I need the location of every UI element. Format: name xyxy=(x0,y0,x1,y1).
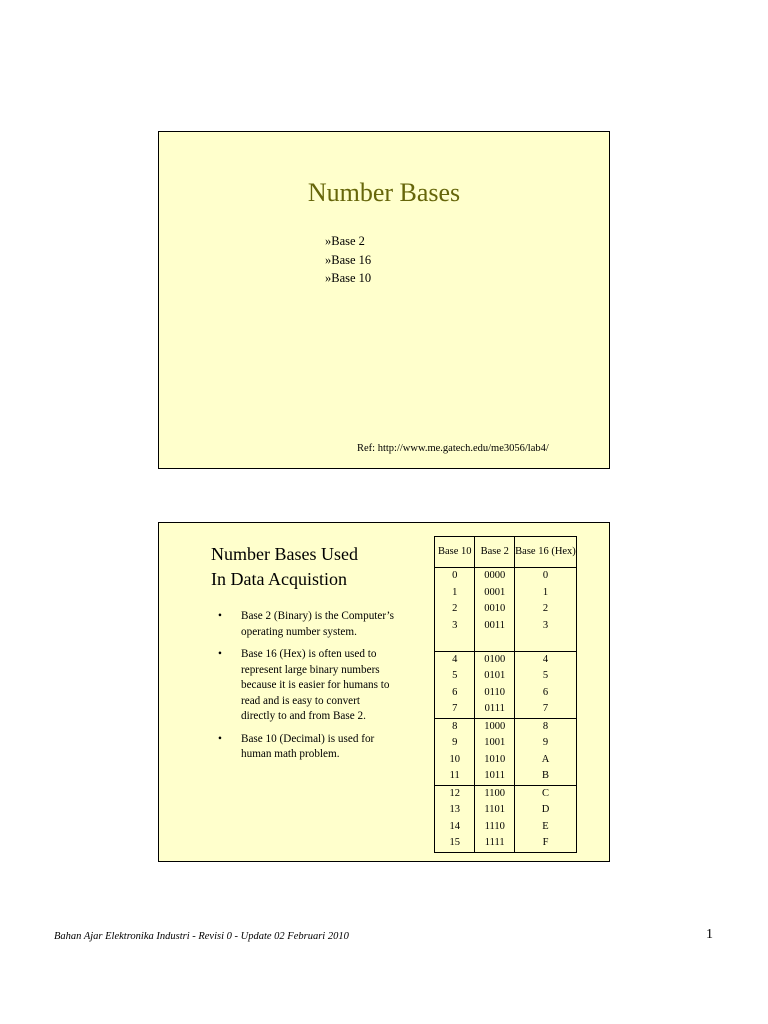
table-cell: 10 xyxy=(435,752,475,769)
column-header: Base 16 (Hex) xyxy=(514,537,576,568)
table-cell: 0111 xyxy=(475,701,515,718)
table-row xyxy=(435,718,577,735)
table-row xyxy=(435,802,577,819)
table-cell: B xyxy=(514,768,576,785)
slide-title-line: In Data Acquistion xyxy=(211,569,347,589)
bullet-dot-icon: • xyxy=(218,648,222,660)
table-cell: 1 xyxy=(514,585,576,602)
table-cell: 5 xyxy=(514,668,576,685)
table-cell: 1100 xyxy=(475,785,515,802)
slide-title xyxy=(211,542,411,592)
table-row xyxy=(435,785,577,802)
slide-number-bases-used xyxy=(158,522,610,862)
bullet-text: Base 16 (Hex) is often used to represent large binary numbers because it is easier for humans to read and is easy to convert directly to and from Base 2. xyxy=(241,648,390,722)
bullet-dot-icon: • xyxy=(218,610,222,622)
table-cell: 0 xyxy=(514,568,576,585)
table-cell: 9 xyxy=(435,735,475,752)
table-cell: 1011 xyxy=(475,768,515,785)
list-item: »Base 10 xyxy=(325,271,372,285)
table-cell: 13 xyxy=(435,802,475,819)
table-cell: 7 xyxy=(514,701,576,718)
table-cell: 8 xyxy=(514,718,576,735)
slide-title-line: Number Bases Used xyxy=(211,544,358,564)
table-row xyxy=(435,768,577,785)
table-cell: 0010 xyxy=(475,601,515,618)
table-row xyxy=(435,585,577,602)
table-cell: 0110 xyxy=(475,685,515,702)
column-header: Base 10 xyxy=(435,537,475,568)
table-cell: 14 xyxy=(435,819,475,836)
table-cell: E xyxy=(514,819,576,836)
table-cell: 0011 xyxy=(475,618,515,652)
table-cell: 0100 xyxy=(475,651,515,668)
table-cell: 0 xyxy=(435,568,475,585)
table-cell: 1001 xyxy=(475,735,515,752)
bullet-list xyxy=(215,609,395,770)
table-row xyxy=(435,735,577,752)
bullet-item xyxy=(215,647,395,725)
bullet-text: Base 10 (Decimal) is used for human math problem. xyxy=(241,732,375,760)
table-cell: 1000 xyxy=(475,718,515,735)
table-cell: 9 xyxy=(514,735,576,752)
table-row xyxy=(435,701,577,718)
table-cell: 1010 xyxy=(475,752,515,769)
table-cell: 12 xyxy=(435,785,475,802)
bullet-item xyxy=(215,732,395,763)
table-row xyxy=(435,651,577,668)
table-cell: 0101 xyxy=(475,668,515,685)
slide-title: Number Bases xyxy=(307,178,461,207)
column-header: Base 2 xyxy=(475,537,515,568)
table-cell: 6 xyxy=(514,685,576,702)
table-cell: 0001 xyxy=(475,585,515,602)
table-row xyxy=(435,835,577,852)
table-row xyxy=(435,685,577,702)
table-row xyxy=(435,618,577,652)
base-conversion-table xyxy=(434,536,577,853)
slide-number-bases xyxy=(158,131,610,469)
table-cell: 3 xyxy=(435,618,475,652)
table-header-row xyxy=(435,537,577,568)
table-row xyxy=(435,668,577,685)
table-cell: 2 xyxy=(514,601,576,618)
table-cell: 3 xyxy=(514,618,576,652)
bullet-item xyxy=(215,609,395,640)
table-cell: C xyxy=(514,785,576,802)
base-list xyxy=(325,232,371,288)
bullet-dot-icon: • xyxy=(218,732,222,745)
table-row xyxy=(435,568,577,585)
page-number: 1 xyxy=(706,927,713,942)
table-cell: 2 xyxy=(435,601,475,618)
list-item: »Base 16 xyxy=(325,252,372,267)
table-cell: 1110 xyxy=(475,819,515,836)
reference-text: Ref: http://www.me.gatech.edu/me3056/lab4/ xyxy=(357,443,549,454)
list-item: »Base 2 xyxy=(325,234,365,248)
table-cell: 0000 xyxy=(475,568,515,585)
table-cell: 4 xyxy=(435,651,475,668)
table-row xyxy=(435,819,577,836)
table-cell: 1101 xyxy=(475,802,515,819)
footer-text: Bahan Ajar Elektronika Industri - Revisi 0 - Update 02 Februari 2010 xyxy=(54,931,349,942)
table-row xyxy=(435,752,577,769)
bullet-text: Base 2 (Binary) is the Computer’s operating number system. xyxy=(241,610,394,638)
table-cell: 4 xyxy=(514,651,576,668)
table-cell: 6 xyxy=(435,685,475,702)
table-cell: 1 xyxy=(435,585,475,602)
table-cell: F xyxy=(514,835,576,852)
table-cell: D xyxy=(514,802,576,819)
table-cell: 7 xyxy=(435,701,475,718)
table-cell: A xyxy=(514,752,576,769)
table-cell: 15 xyxy=(435,835,475,852)
table-body xyxy=(435,568,577,853)
table-cell: 11 xyxy=(435,768,475,785)
table-cell: 1111 xyxy=(475,835,515,852)
table-cell: 5 xyxy=(435,668,475,685)
table-cell: 8 xyxy=(435,718,475,735)
table-row xyxy=(435,601,577,618)
